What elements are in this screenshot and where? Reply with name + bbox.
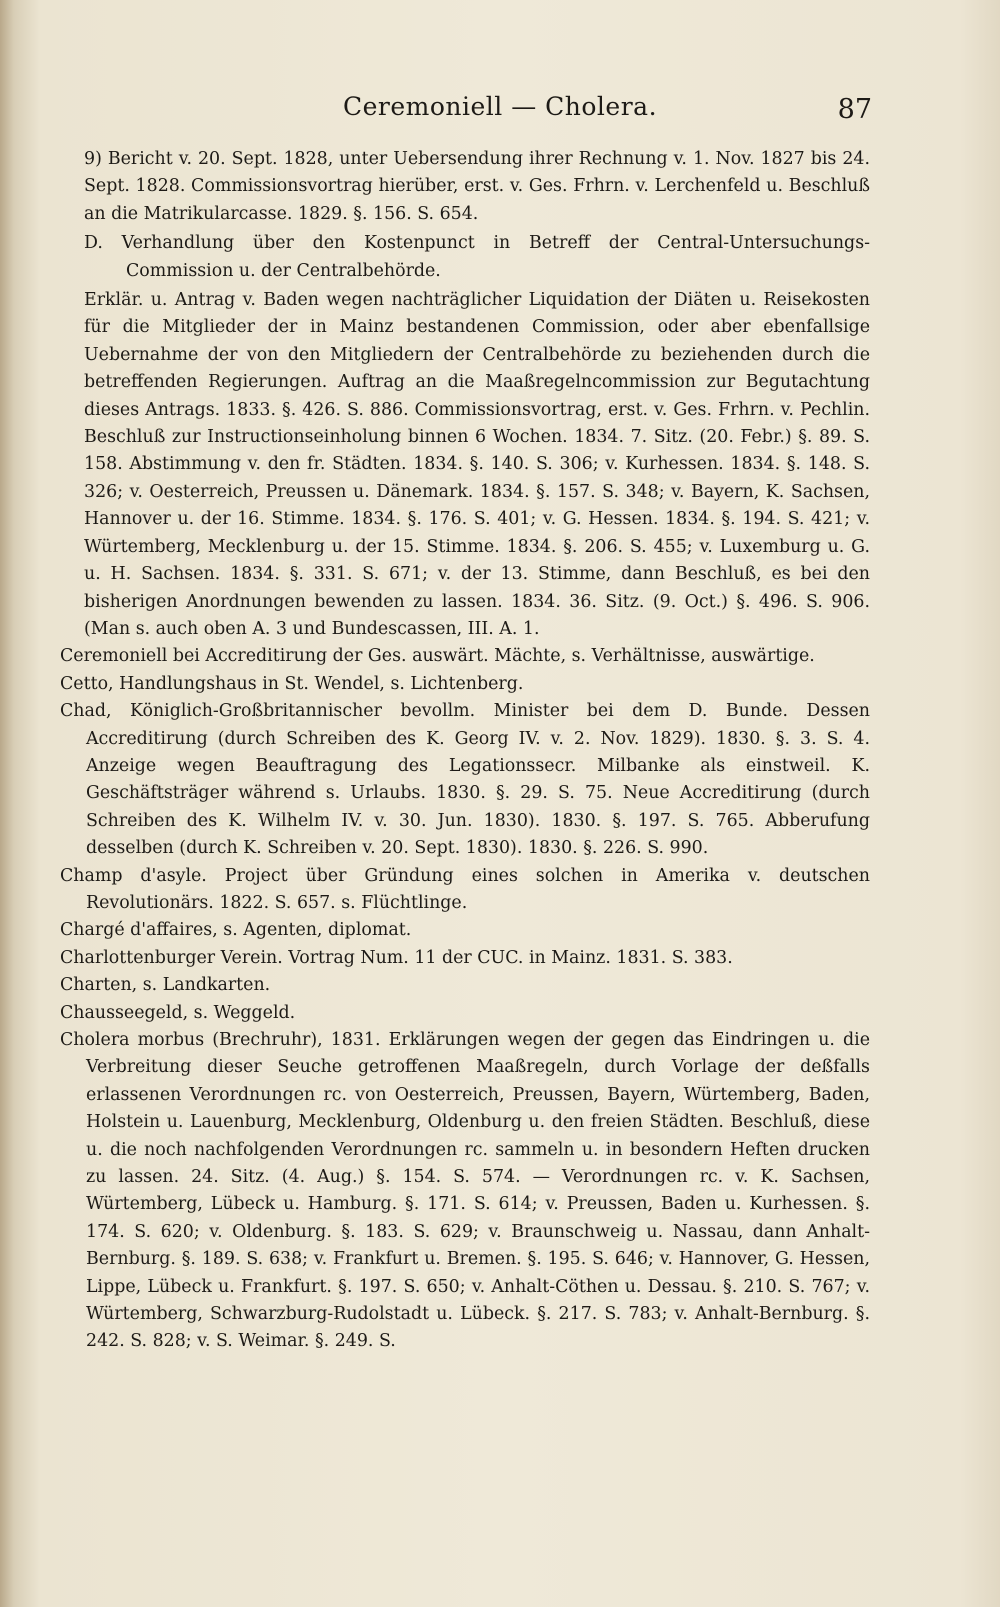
- index-text: [60, 146, 870, 1356]
- index-entry: Charlottenburger Verein. Vortrag Num. 11 der CUC. in Mainz. 1831. S. 383.: [60, 947, 733, 968]
- index-entry: Chargé d'affaires, s. Agenten, diplomat.: [60, 920, 412, 941]
- index-entry: Cholera morbus (Brechruhr), 1831. Erklärungen wegen der gegen das Eindringen u. die Verbreitung dieser Seuche getroffenen Maaßregeln, durch Vorlage der deßfalls erlassenen Verordnungen rc. von Oesterreich, Preussen, Bayern, Würtemberg, Baden, Holstein u. Lauenburg, Mecklenburg, Oldenburg u. den freien Städten. Beschluß, diese u. die noch nachfolgenden Verordnungen rc. sammeln u. in besondern Heften drucken zu lassen. 24. Sitz. (4. Aug.) §. 154. S. 574. — Verordnungen rc. v. K. Sachsen, Würtemberg, Lübeck u. Hamburg. §. 171. S. 614; v. Preussen, Baden u. Kurhessen. §. 174. S. 620; v. Oldenburg. §. 183. S. 629; v. Braunschweig u. Nassau, dann Anhalt-Bernburg. §. 189. S. 638; v. Frankfurt u. Bremen. §. 195. S. 646; v. Hannover, G. Hessen, Lippe, Lübeck u. Frankfurt. §. 197. S. 650; v. Anhalt-Cöthen u. Dessau. §. 210. S. 767; v. Würtemberg, Schwarzburg-Rudolstadt u. Lübeck. §. 217. S. 783; v. Anhalt-Bernburg. §. 242. S. 828; v. S. Weimar. §. 249. S.: [60, 1030, 870, 1352]
- section-heading: D. Verhandlung über den Kostenpunct in Betreff der Central-Untersuchungs-Commission u. der Centralbehörde.: [84, 233, 870, 281]
- entry-paragraph: Erklär. u. Antrag v. Baden wegen nachträglicher Liquidation der Diäten u. Reisekosten für die Mitglieder der in Mainz bestandenen Commission, oder aber ebenfallsige Uebernahme der von den Mitgliedern der Centralbehörde zu beziehenden durch die betreffenden Regierungen. Auftrag an die Maaßregelncommission zur Begutachtung dieses Antrags. 1833. §. 426. S. 886. Commissionsvortrag, erst. v. Ges. Frhrn. v. Pechlin. Beschluß zur Instructionseinholung binnen 6 Wochen. 1834. 7. Sitz. (20. Febr.) §. 89. S. 158. Abstimmung v. den fr. Städten. 1834. §. 140. S. 306; v. Kurhessen. 1834. §. 148. S. 326; v. Oesterreich, Preussen u. Dänemark. 1834. §. 157. S. 348; v. Bayern, K. Sachsen, Hannover u. der 16. Stimme. 1834. §. 176. S. 401; v. G. Hessen. 1834. §. 194. S. 421; v. Würtemberg, Mecklenburg u. der 15. Stimme. 1834. §. 206. S. 455; v. Luxemburg u. G. u. H. Sachsen. 1834. §. 331. S. 671; v. der 13. Stimme, dann Beschluß, es bei den bisherigen Anordnungen bewenden zu lassen. 1834. 36. Sitz. (9. Oct.) §. 496. S. 906. (Man s. auch oben A. 3 und Bundescassen, III. A. 1.: [84, 290, 870, 639]
- page-header: [0, 92, 1000, 132]
- index-entry: Chad, Königlich-Großbritannischer bevollm. Minister bei dem D. Bunde. Dessen Accreditirung (durch Schreiben des K. Georg IV. v. 2. Nov. 1829). 1830. §. 3. S. 4. Anzeige wegen Beauftragung des Legationssecr. Milbanke als einstweil. K. Geschäftsträger während s. Urlaubs. 1830. §. 29. S. 75. Neue Accreditirung (durch Schreiben des K. Wilhelm IV. v. 30. Jun. 1830). 1830. §. 197. S. 765. Abberufung desselben (durch K. Schreiben v. 20. Sept. 1830). 1830. §. 226. S. 990.: [60, 701, 870, 859]
- index-entry: Champ d'asyle. Project über Gründung eines solchen in Amerika v. deutschen Revolutionärs. 1822. S. 657. s. Flüchtlinge.: [60, 865, 870, 913]
- index-entry: Cetto, Handlungshaus in St. Wendel, s. Lichtenberg.: [60, 673, 524, 694]
- index-entry: Ceremoniell bei Accreditirung der Ges. auswärt. Mächte, s. Verhältnisse, auswärtige.: [60, 646, 815, 667]
- index-entry: Chausseegeld, s. Weggeld.: [60, 1002, 296, 1023]
- page-number: 87: [837, 94, 872, 125]
- running-title: Ceremoniell — Cholera.: [342, 92, 658, 121]
- index-entry: Charten, s. Landkarten.: [60, 975, 271, 996]
- entry-paragraph: 9) Bericht v. 20. Sept. 1828, unter Uebersendung ihrer Rechnung v. 1. Nov. 1827 bis 24. Sept. 1828. Commissionsvortrag hierüber, erst. v. Ges. Frhrn. v. Lerchenfeld u. Beschluß an die Matrikularcasse. 1829. §. 156. S. 654.: [84, 149, 870, 224]
